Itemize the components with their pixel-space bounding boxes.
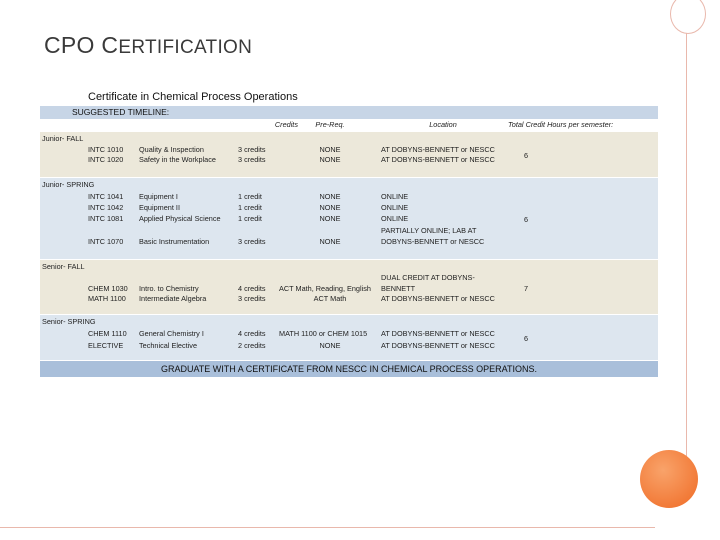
course-prereq: NONE [319,203,341,212]
course-prereq: NONE [319,214,341,223]
course-name: Technical Elective [139,341,197,350]
course-prereq: NONE [319,145,341,154]
semester-label: Junior- SPRING [42,180,95,189]
course-code: INTC 1042 [88,203,124,212]
slide-title-rest: ERTIFICATION [118,37,253,58]
header-prereq: Pre-Req. [315,120,345,129]
course-location-line1: DUAL CREDIT AT DOBYNS- [381,273,475,282]
course-credits: 1 credit [238,214,262,223]
course-code: INTC 1070 [88,237,124,246]
semester-label: Senior- SPRING [42,317,96,326]
frame-line-bottom [0,527,655,528]
semester-label: Senior- FALL [42,262,85,271]
course-prereq: NONE [319,192,341,201]
course-code: INTC 1081 [88,214,124,223]
course-location: AT DOBYNS-BENNETT or NESCC [381,155,495,164]
course-prereq: ACT Math, Reading, English [279,284,371,293]
semester-total: 6 [524,151,529,160]
course-name: Intermediate Algebra [139,294,207,303]
course-location: AT DOBYNS-BENNETT or NESCC [381,329,495,338]
semester-total: 6 [524,334,529,343]
course-credits: 2 credits [238,341,266,350]
course-credits: 1 credit [238,203,262,212]
course-credits: 3 credits [238,155,266,164]
slide-title [44,32,252,59]
frame-line-right [686,0,687,470]
course-name: Applied Physical Science [139,214,221,223]
course-code: CHEM 1110 [88,329,127,338]
course-location: AT DOBYNS-BENNETT or NESCC [381,145,495,154]
course-location-line1: PARTIALLY ONLINE; LAB AT [381,226,477,235]
slide-title-first: CPO C [44,32,119,58]
course-prereq: NONE [319,237,341,246]
header-location: Location [429,120,457,129]
graduate-note: GRADUATE WITH A CERTIFICATE FROM NESCC IN CHEMICAL PROCESS OPERATIONS. [160,364,538,374]
decorative-circle-orange [640,450,698,508]
course-name: Equipment II [139,203,180,212]
course-name: Safety in the Workplace [139,155,216,164]
course-name: Basic Instrumentation [139,237,210,246]
course-code: MATH 1100 [88,294,126,303]
course-prereq: ACT Math [313,294,347,303]
course-name: Equipment I [139,192,178,201]
course-code: CHEM 1030 [88,284,128,293]
document-title: Certificate in Chemical Process Operations [88,91,298,103]
course-name: General Chemistry I [139,329,204,338]
header-total: Total Credit Hours per semester: [508,120,614,129]
course-name: Quality & Inspection [139,145,204,154]
semester-total: 7 [524,284,529,293]
course-credits: 3 credits [238,237,266,246]
course-location-line2: BENNETT [381,284,416,293]
course-prereq: MATH 1100 or CHEM 1015 [279,329,368,338]
course-location: ONLINE [381,214,409,223]
course-code: INTC 1020 [88,155,124,164]
course-prereq: NONE [319,341,341,350]
course-code: ELECTIVE [88,341,124,350]
timeline-label: SUGGESTED TIMELINE: [72,107,170,117]
course-name: Intro. to Chemistry [139,284,199,293]
course-location: ONLINE [381,192,409,201]
header-credits: Credits [274,120,298,129]
band-junior-fall [40,132,658,177]
course-credits: 1 credit [238,192,262,201]
course-credits: 4 credits [238,284,266,293]
semester-label: Junior- FALL [42,134,84,143]
course-location-line2: DOBYNS-BENNETT or NESCC [381,237,485,246]
course-credits: 3 credits [238,294,266,303]
course-location: AT DOBYNS-BENNETT or NESCC [381,341,495,350]
course-location: AT DOBYNS-BENNETT or NESCC [381,294,495,303]
course-prereq: NONE [319,155,341,164]
course-credits: 3 credits [238,145,266,154]
decorative-circle-outline [670,0,706,34]
semester-total: 6 [524,215,529,224]
course-code: INTC 1041 [88,192,124,201]
course-location: ONLINE [381,203,409,212]
course-code: INTC 1010 [88,145,124,154]
course-credits: 4 credits [238,329,266,338]
